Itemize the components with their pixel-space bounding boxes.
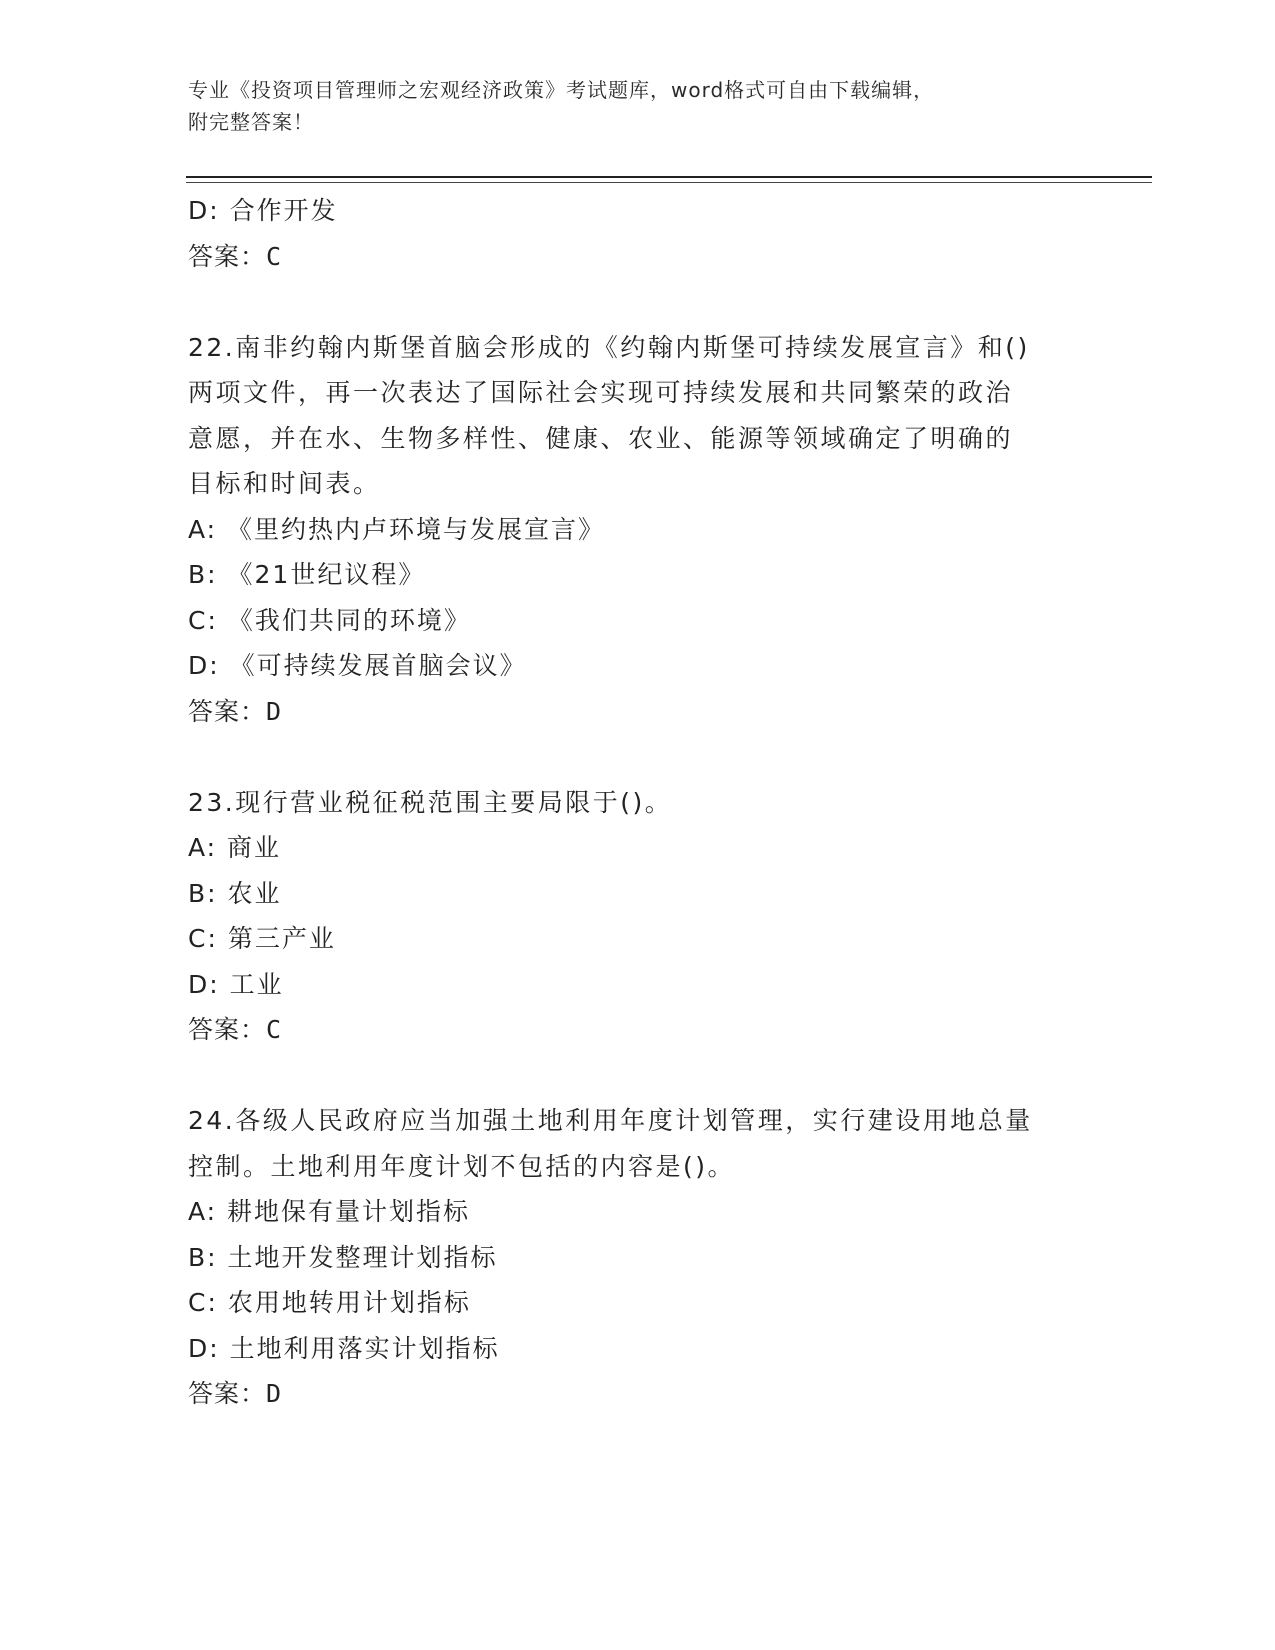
question-stem-line: 24.各级人民政府应当加强土地利用年度计划管理，实行建设用地总量: [188, 1106, 1033, 1135]
option-c: C: 《我们共同的环境》: [188, 605, 471, 635]
answer-label: 答案：: [188, 696, 267, 726]
document-body: [188, 188, 1088, 1417]
option-a: A: 商业: [188, 833, 282, 862]
option-c: C: 第三产业: [188, 924, 336, 953]
option-a: A: 耕地保有量计划指标: [188, 1197, 471, 1226]
question-stem-line: 意愿，并在水、生物多样性、健康、农业、能源等领域确定了明确的: [188, 423, 1014, 453]
option-d: D: 工业: [188, 969, 284, 999]
question-answer: [188, 689, 1088, 735]
question-22: [188, 325, 1088, 735]
option-a: A: 《里约热内卢环境与发展宣言》: [188, 514, 606, 544]
answer-label: 答案：: [188, 1379, 267, 1408]
prev-question-answer: [188, 234, 1088, 280]
header-line-1: 专业《投资项目管理师之宏观经济政策》考试题库，word格式可自由下载编辑，: [188, 78, 935, 102]
question-answer: [188, 1007, 1088, 1053]
option-b: B: 《21世纪议程》: [188, 560, 426, 589]
answer-value: D: [266, 696, 283, 726]
option-b: B: 土地开发整理计划指标: [188, 1242, 498, 1272]
header-divider-thin: [186, 182, 1152, 183]
question-stem-line: 两项文件，再一次表达了国际社会实现可持续发展和共同繁荣的政治: [188, 378, 1014, 407]
header-divider-thick: [186, 176, 1152, 178]
prev-question-option-d: D: 合作开发: [188, 196, 338, 225]
option-d: D: 土地利用落实计划指标: [188, 1333, 500, 1363]
answer-value: D: [266, 1379, 283, 1408]
spacer: [188, 279, 1088, 325]
answer-label: 答案：: [188, 241, 267, 271]
option-c: C: 农用地转用计划指标: [188, 1288, 471, 1317]
option-b: B: 农业: [188, 878, 282, 908]
header-line-2: 附完整答案！: [188, 110, 314, 134]
answer-label: 答案：: [188, 1015, 267, 1044]
answer-value: C: [266, 1015, 283, 1044]
question-23: [188, 780, 1088, 1053]
question-stem-line: 22.南非约翰内斯堡首脑会形成的《约翰内斯堡可持续发展宣言》和(): [188, 332, 1030, 362]
question-stem-line: 23.现行营业税征税范围主要局限于()。: [188, 787, 673, 817]
question-stem-line: 目标和时间表。: [188, 469, 381, 498]
document-header: [188, 74, 1088, 138]
spacer: [188, 1053, 1088, 1099]
question-answer: [188, 1371, 1088, 1417]
answer-value: C: [266, 241, 283, 271]
option-d: D: 《可持续发展首脑会议》: [188, 651, 527, 680]
spacer: [188, 734, 1088, 780]
question-stem-line: 控制。土地利用年度计划不包括的内容是()。: [188, 1151, 736, 1181]
question-24: [188, 1098, 1088, 1417]
